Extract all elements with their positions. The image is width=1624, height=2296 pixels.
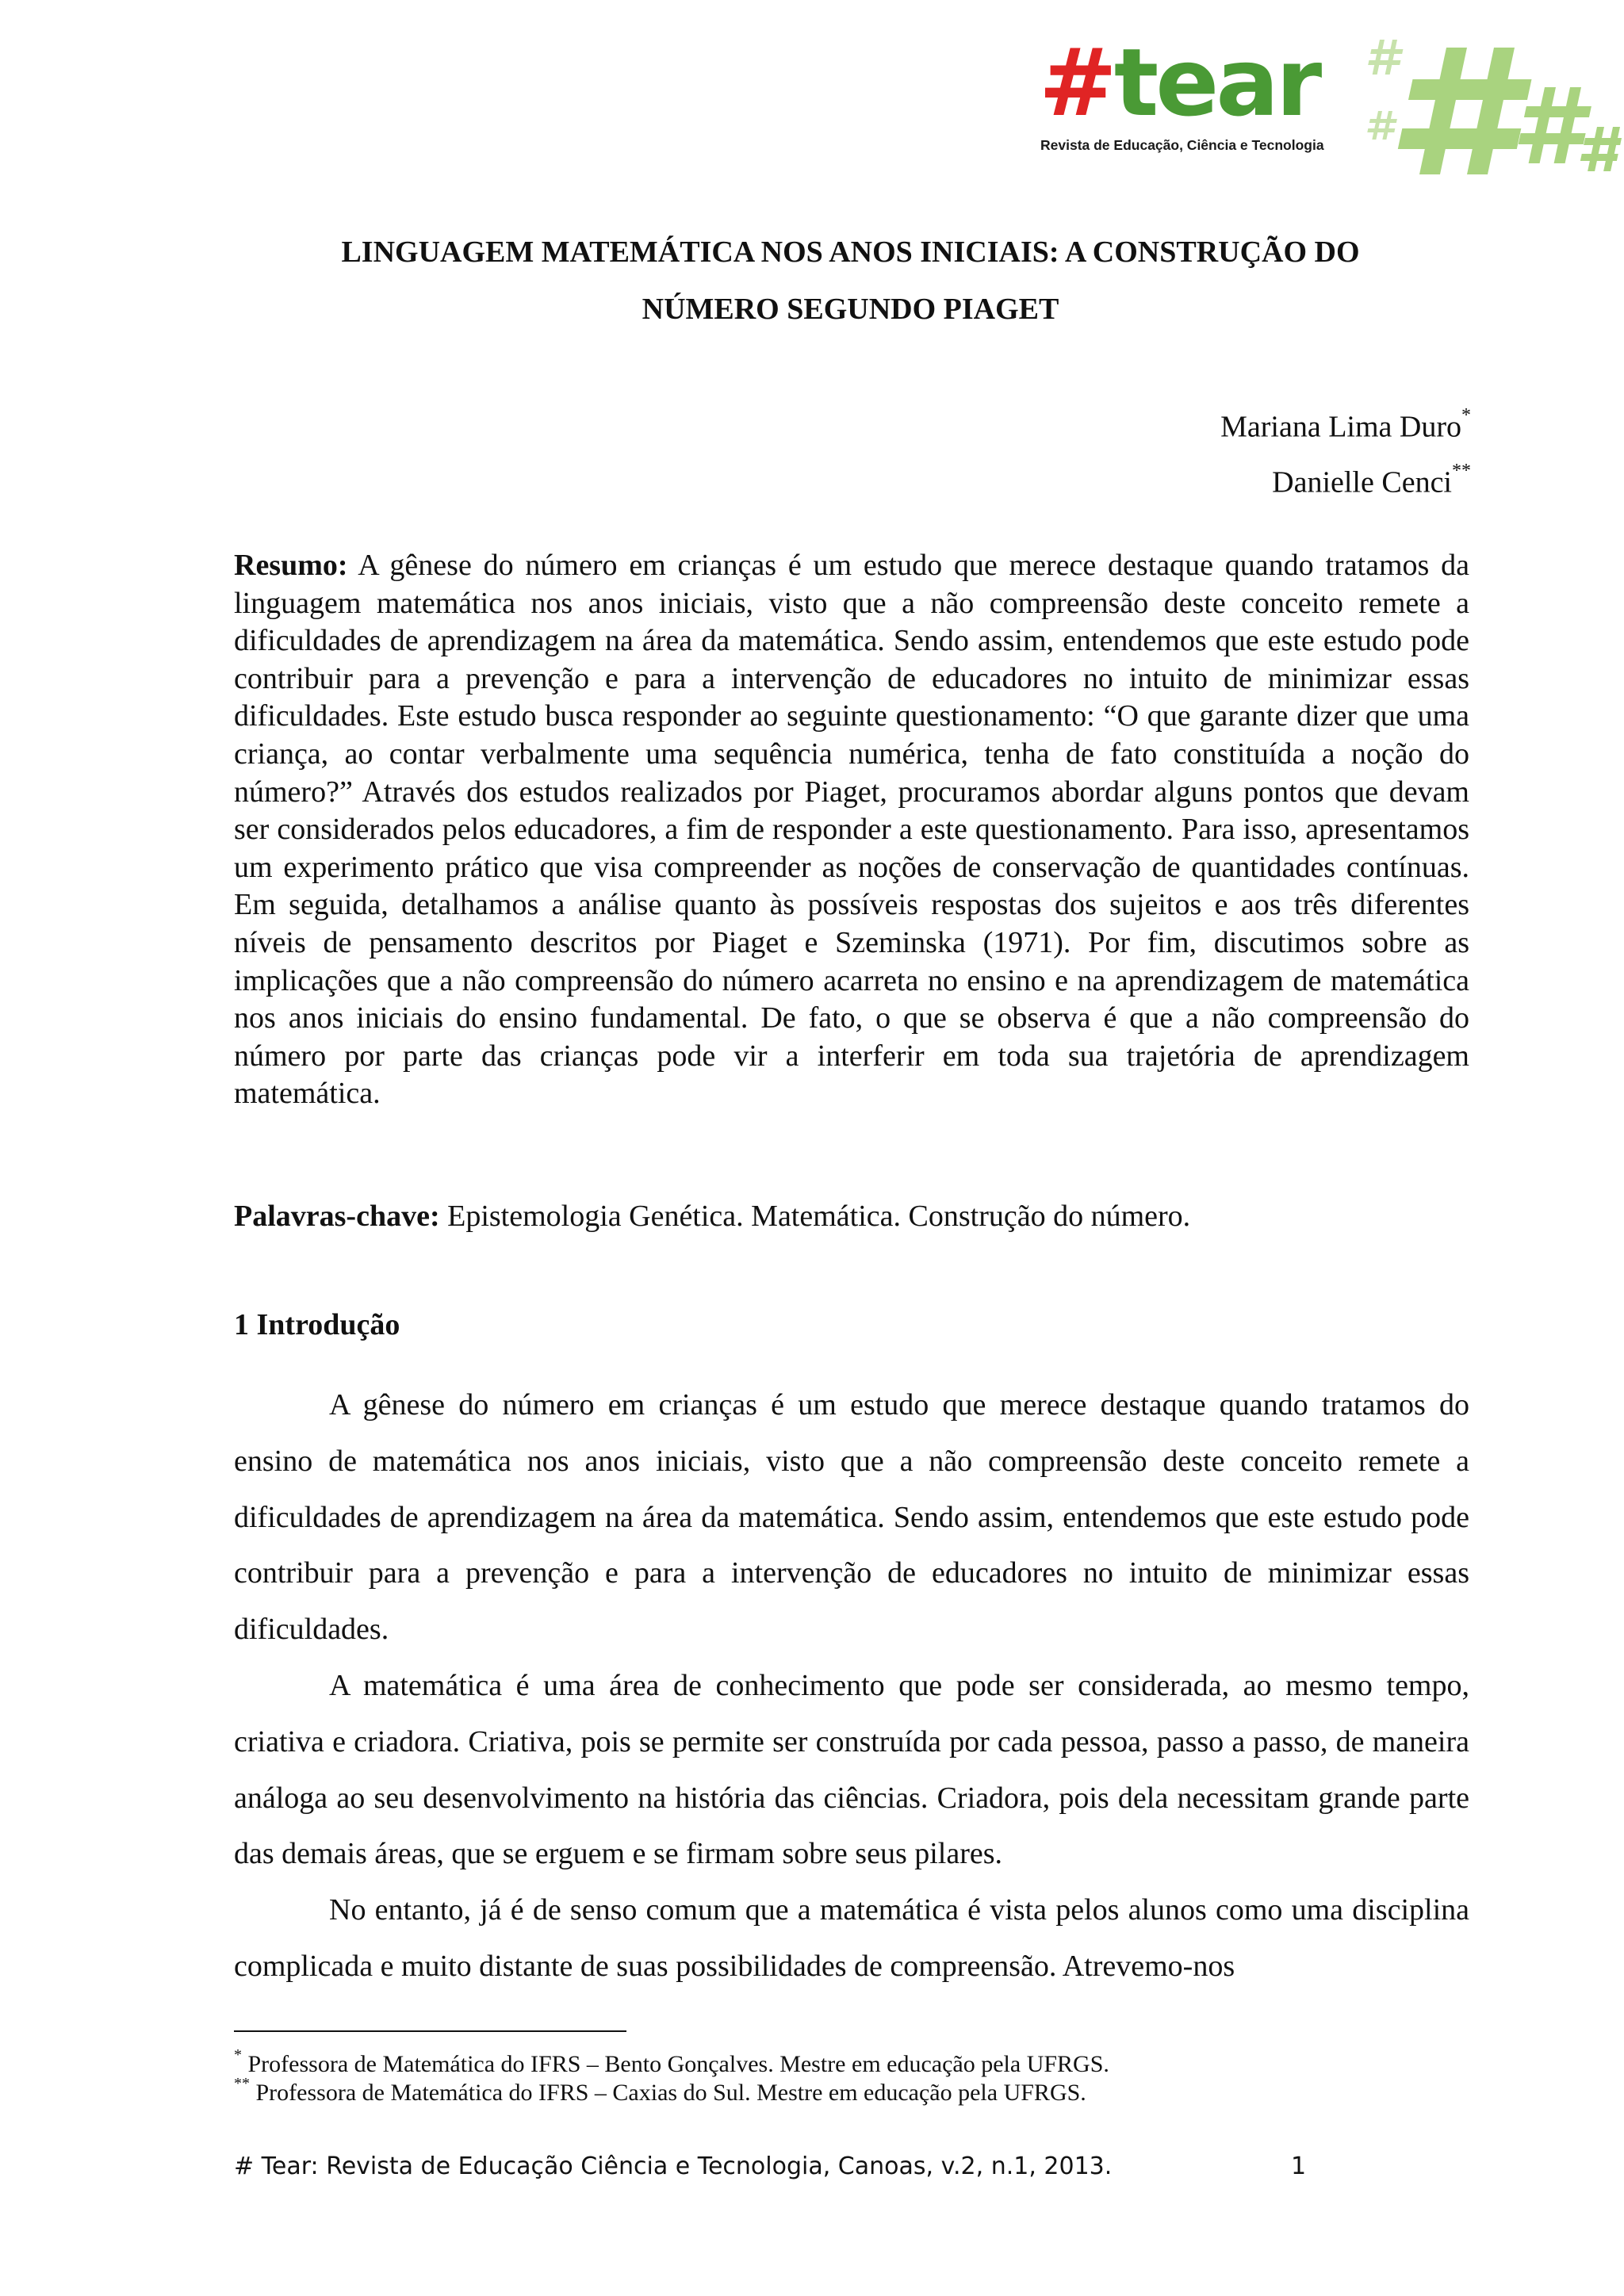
footnote-1-mark: * (234, 2046, 242, 2064)
footnote-2 (234, 2072, 1086, 2107)
logo-tear-text: tear (1113, 28, 1320, 137)
author-2-name: Danielle Cenci (1272, 465, 1452, 499)
footnote-1-text: Professora de Matemática do IFRS – Bento Gonçalves. Mestre em educação pela UFRGS. (242, 2051, 1109, 2077)
logo-subtitle: Revista de Educação, Ciência e Tecnologia (1040, 137, 1324, 153)
author-2-footnote-mark: ** (1452, 461, 1471, 481)
hash-decoration-icon (1364, 24, 1624, 174)
article-title-line-2: NÚMERO SEGUNDO PIAGET (642, 293, 1059, 326)
footnote-2-mark: ** (234, 2075, 250, 2092)
logo-hash-symbol: # (1039, 28, 1114, 137)
keywords-text: Epistemologia Genética. Matemática. Construção do número. (447, 1200, 1191, 1233)
author-1-name: Mariana Lima Duro (1220, 410, 1461, 444)
page-number: 1 (1291, 2152, 1307, 2180)
abstract-text: A gênese do número em crianças é um estudo que merece destaque quando tratamos da linguagem matemática nos anos iniciais, visto que a não compreensão deste conceito remete a dificuldades de aprendizagem na área da matemática. Sendo assim, entendemos que este estudo pode contribuir para a prevenção e para a intervenção de educadores no intuito de minimizar essas dificuldades. Este estudo busca responder ao seguinte questionamento: “O que garante dizer que uma criança, ao contar verbalmente uma sequência numérica, tenha de fato constituída a noção do número?” Através dos estudos realizados por Piaget, procuramos abordar alguns pontos que devam ser considerados pelos educadores, a fim de responder a este questionamento. Para isso, apresentamos um experimento prático que visa compreender as noções de conservação de quantidades contínuas. Em seguida, detalhamos a análise quanto às possíveis respostas dos sujeitos e aos três diferentes níveis de pensamento descritos por Piaget e Szeminska (1971). Por fim, discutimos sobre as implicações que a não compreensão do número acarreta no ensino e na aprendizagem de matemática nos anos iniciais do ensino fundamental. De fato, o que se observa é que a não compreensão do número por parte das crianças pode vir a interferir em toda sua trajetória de aprendizagem matemática. (234, 549, 1469, 1111)
author-2 (1272, 457, 1471, 502)
paragraph-3: No entanto, já é de senso comum que a matemática é vista pelos alunos como uma disciplina complicada e muito distante de suas possibilidades de compreensão. Atrevemo-nos (234, 1893, 1469, 1983)
footnote-divider (234, 2030, 626, 2032)
article-title (234, 224, 1467, 338)
keywords-label: Palavras-chave: (234, 1200, 440, 1233)
author-1 (1220, 401, 1471, 446)
paragraph-2: A matemática é uma área de conhecimento que pode ser considerada, ao mesmo tempo, criativa e criadora. Criativa, pois se permite ser construída por cada pessoa, passo a passo, de maneira análoga ao seu desenvolvimento na história das ciências. Criadora, pois dela necessitam grande parte das demais áreas, que se erguem e se firmam sobre seus pilares. (234, 1668, 1469, 1871)
journal-logo (1039, 28, 1372, 163)
section-heading: 1 Introdução (234, 1308, 400, 1341)
keywords (234, 1197, 1469, 1235)
journal-citation-footer: # Tear: Revista de Educação Ciência e Tecnologia, Canoas, v.2, n.1, 2013. (234, 2152, 1113, 2180)
footnote-2-text: Professora de Matemática do IFRS – Caxias do Sul. Mestre em educação pela UFRGS. (250, 2080, 1086, 2106)
author-1-footnote-mark: * (1461, 405, 1471, 426)
paragraph-1: A gênese do número em crianças é um estudo que merece destaque quando tratamos do ensino de matemática nos anos iniciais, visto que a não compreensão deste conceito remete a dificuldades de aprendizagem na área da matemática. Sendo assim, entendemos que este estudo pode contribuir para a prevenção e para a intervenção de educadores no intuito de minimizar essas dificuldades. (234, 1388, 1469, 1647)
abstract (234, 547, 1469, 1113)
body-text (234, 1377, 1469, 1995)
logo-wordmark (1039, 28, 1320, 137)
article-title-line-1: LINGUAGEM MATEMÁTICA NOS ANOS INICIAIS: A CONSTRUÇÃO DO (341, 235, 1360, 269)
abstract-label: Resumo: (234, 549, 348, 582)
